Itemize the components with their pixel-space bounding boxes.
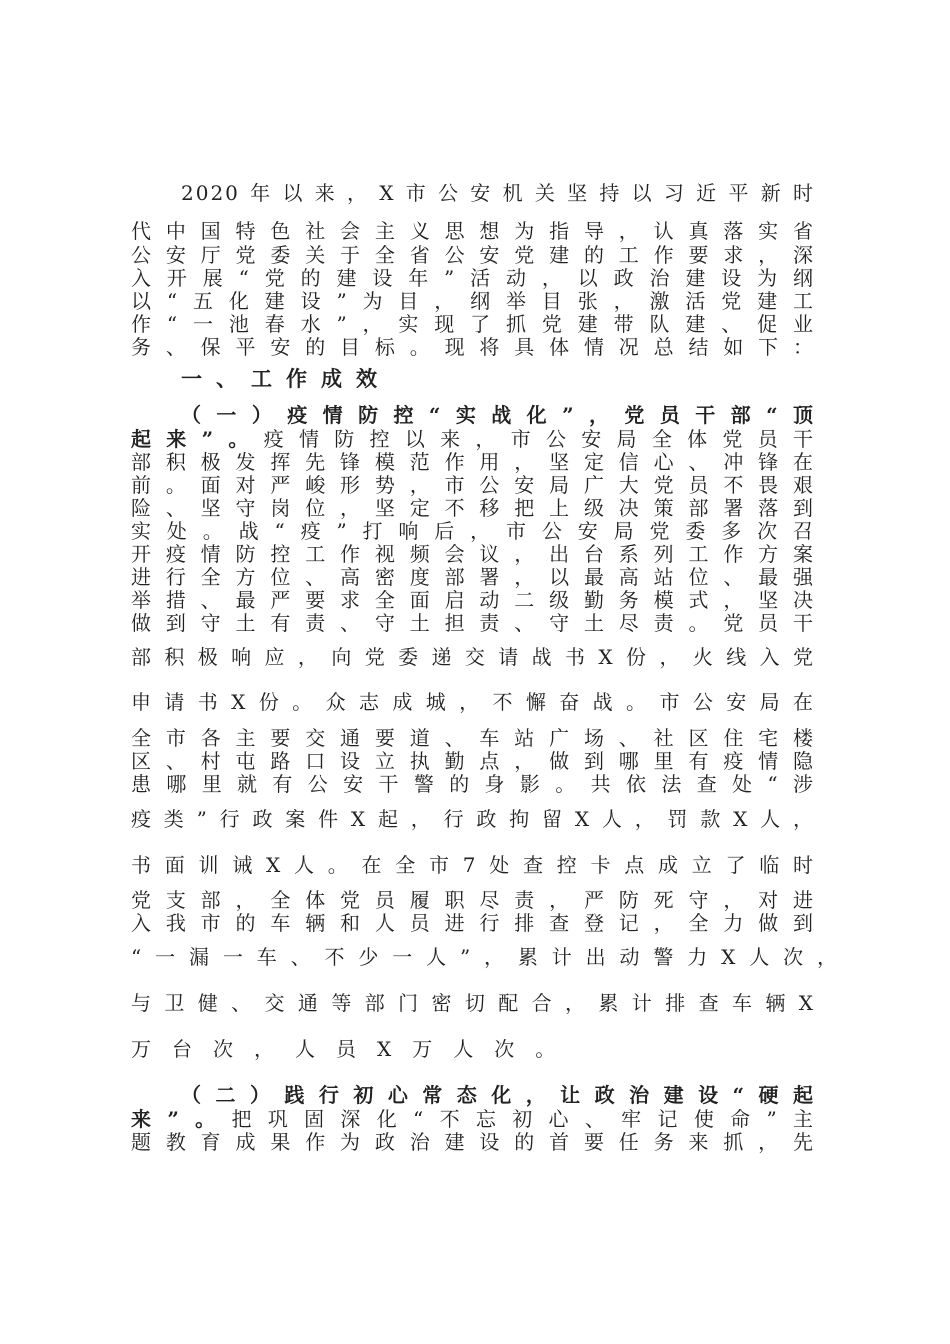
body-line: 区、村屯路口设立执勤点，做到哪里有疫情隐 bbox=[131, 749, 815, 773]
intro-line: 公安厅党委关于全省公安党建的工作要求，深 bbox=[131, 243, 815, 267]
body-line: 部积极发挥先锋模范作用，坚定信心、冲锋在 bbox=[131, 450, 815, 474]
body-line: 党支部，全体党员履职尽责，严防死守，对进 bbox=[131, 888, 815, 912]
body-line: 入我市的车辆和人员进行排查登记，全力做到 bbox=[131, 911, 815, 935]
intro-line: 代中国特色社会主义思想为指导，认真落实省 bbox=[131, 219, 815, 243]
subsection-title-end: 起来”。 bbox=[131, 427, 264, 451]
body-line: 申请书X份。众志成城，不懈奋战。市公安局在 bbox=[131, 690, 815, 714]
intro-line: 以“五化建设”为目，纲举目张，激活党建工 bbox=[131, 289, 815, 313]
body-line: 部积极响应，向党委递交请战书X份，火线入党 bbox=[131, 645, 815, 669]
body-line: 举措、最严要求全面启动二级勤务模式，坚决 bbox=[131, 588, 815, 612]
body-line: 书面训诫X人。在全市7处查控卡点成立了临时 bbox=[131, 853, 815, 877]
body-line: 前。面对严峻形势，市公安局广大党员不畏艰 bbox=[131, 473, 815, 497]
subsection-title-line bbox=[131, 1107, 815, 1131]
body-line: 万台次，人员X万人次。 bbox=[131, 1037, 577, 1061]
body-line: 题教育成果作为政治建设的首要任务来抓，先 bbox=[131, 1130, 815, 1154]
paragraph-text: 把巩固深化“不忘初心、牢记使命”主 bbox=[231, 1107, 815, 1131]
body-line: 全市各主要交通要道、车站广场、社区住宅楼 bbox=[131, 726, 815, 750]
paragraph-text: 疫情防控以来，市公安局全体党员干 bbox=[263, 427, 815, 451]
body-line: 做到守土有责、守土担责、守土尽责。党员干 bbox=[131, 611, 815, 635]
intro-line: 作“一池春水”，实现了抓党建带队建、促业 bbox=[131, 312, 815, 336]
subsection-title-end: 来”。 bbox=[131, 1107, 232, 1131]
intro-line: 入开展“党的建设年”活动，以政治建设为纲 bbox=[131, 266, 815, 290]
body-line: 开疫情防控工作视频会议，出台系列工作方案 bbox=[131, 542, 815, 566]
intro-line: 2020年以来，X市公安机关坚持以习近平新时 bbox=[181, 181, 815, 205]
body-line: 实处。战“疫”打响后，市公安局党委多次召 bbox=[131, 519, 815, 543]
body-line: 患哪里就有公安干警的身影。共依法查处“涉 bbox=[131, 772, 815, 796]
subsection-title-line bbox=[131, 427, 815, 451]
body-line: 疫类”行政案件X起，行政拘留X人，罚款X人， bbox=[131, 807, 815, 831]
body-line: 险、坚守岗位，坚定不移把上级决策部署落到 bbox=[131, 496, 815, 520]
subsection-title: （二）践行初心常态化，让政治建设“硬起 bbox=[181, 1083, 815, 1107]
intro-line: 务、保平安的目标。现将具体情况总结如下： bbox=[131, 335, 815, 359]
subsection-title: （一）疫情防控“实战化”，党员干部“顶 bbox=[181, 403, 815, 427]
body-line: 与卫健、交通等部门密切配合，累计排查车辆X bbox=[131, 991, 815, 1015]
body-line: “一漏一车、不少一人”，累计出动警力X人次， bbox=[131, 945, 839, 969]
section-heading: 一、工作成效 bbox=[181, 366, 391, 391]
body-line: 进行全方位、高密度部署，以最高站位、最强 bbox=[131, 565, 815, 589]
